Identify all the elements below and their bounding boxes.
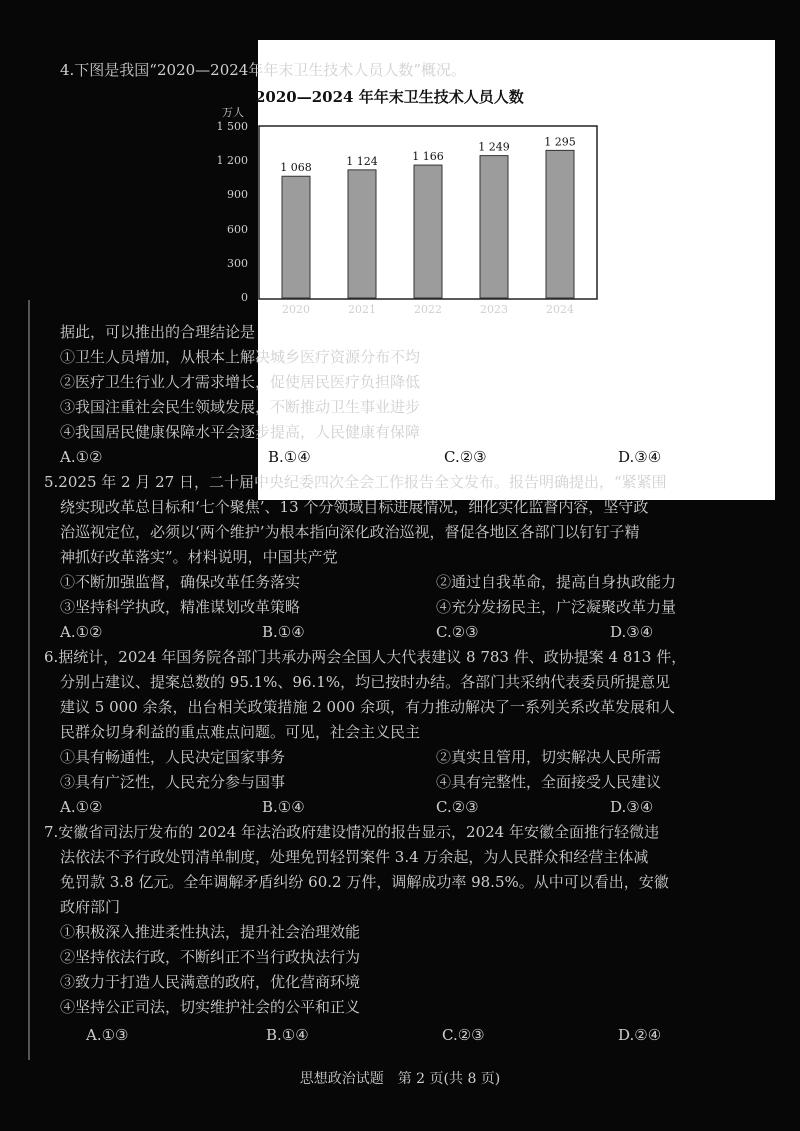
q7-line-4: 政府部门 xyxy=(60,898,121,916)
page-footer: 思想政治试题 第 2 页(共 8 页) xyxy=(299,1071,501,1087)
q6-choice-3: ③具有广泛性，人民充分参与国事 xyxy=(60,773,286,791)
q4-stem: 4.下图是我国“2020—2024年年末卫生技术人员人数”概况。 xyxy=(60,61,466,79)
y-tick-1500: 1 500 xyxy=(216,120,248,133)
y-tick-0: 0 xyxy=(241,291,248,304)
y-tick-900: 900 xyxy=(227,188,248,202)
q5-choice-4: ④充分发扬民主，广泛凝聚改革力量 xyxy=(436,598,677,616)
q4-lead: 据此，可以推出的合理结论是 xyxy=(60,323,256,341)
q6-choice-1: ①具有畅通性，人民决定国家事务 xyxy=(60,748,286,766)
q4-choice-4: ④我国居民健康保障水平会逐步提高，人民健康有保障 xyxy=(60,423,421,441)
q5-option-c: C.②③ xyxy=(436,623,479,641)
q7-choice-4: ④坚持公正司法，切实维护社会的公平和正义 xyxy=(60,998,361,1016)
q5-line-3: 治巡视定位，必须以‘两个维护’为根本指向深化政治巡视，督促各地区各部门以钉钉子精 xyxy=(60,523,640,541)
q7-option-d: D.②④ xyxy=(618,1026,662,1044)
q5-choice-1: ①不断加强监督，确保改革任务落实 xyxy=(60,573,301,591)
q5-option-d: D.③④ xyxy=(610,623,654,641)
q6-choice-2: ②真实且管用，切实解决人民所需 xyxy=(436,748,662,766)
q4-choice-2: ②医疗卫生行业人才需求增长，促使居民医疗负担降低 xyxy=(60,373,421,391)
bar-chart xyxy=(258,125,598,300)
scan-dark-top xyxy=(258,0,800,40)
margin-rule xyxy=(28,300,30,1060)
q7-choice-1: ①积极深入推进柔性执法，提升社会治理效能 xyxy=(60,923,361,941)
y-tick-1200: 1 200 xyxy=(216,154,248,168)
bar-label-2021: 1 124 xyxy=(346,154,378,168)
q6-choice-4: ④具有完整性，全面接受人民建议 xyxy=(436,773,662,791)
q4-option-a: A.①② xyxy=(60,448,103,466)
q7-choice-3: ③致力于打造人民满意的政府，优化营商环境 xyxy=(60,973,361,991)
bar-label-2022: 1 166 xyxy=(412,150,444,164)
q6-line-4: 民群众切身利益的重点难点问题。可见，社会主义民主 xyxy=(60,723,421,741)
bar-2022 xyxy=(414,165,442,298)
x-tick-2020: 2020 xyxy=(282,303,310,316)
q5-option-a: A.①② xyxy=(60,623,103,641)
q6-option-b: B.①④ xyxy=(262,798,305,816)
q7-option-c: C.②③ xyxy=(442,1026,485,1044)
q4-option-c: C.②③ xyxy=(444,448,487,466)
q5-option-b: B.①④ xyxy=(262,623,305,641)
bar-label-2020: 1 068 xyxy=(280,161,312,175)
q5-choice-2: ②通过自我革命，提高自身执政能力 xyxy=(436,573,677,591)
q5-line-1: 5.2025 年 2 月 27 日，二十届中央纪委四次全会工作报告全文发布。报告明确提出，“紧紧围 xyxy=(44,473,667,491)
x-tick-2023: 2023 xyxy=(480,303,508,316)
q4-option-b: B.①④ xyxy=(268,448,311,466)
q6-option-c: C.②③ xyxy=(436,798,479,816)
y-tick-300: 300 xyxy=(227,256,248,270)
q5-choice-3: ③坚持科学执政，精准谋划改革策略 xyxy=(60,598,301,616)
scan-dark-right xyxy=(775,40,800,500)
x-tick-2024: 2024 xyxy=(546,303,574,316)
q6-line-2: 分别占建议、提案总数的 95.1%、96.1%，均已按时办结。各部门共采纳代表委员所提意见 xyxy=(60,673,671,691)
y-tick-600: 600 xyxy=(227,222,248,236)
q7-choice-2: ②坚持依法行政，不断纠正不当行政执法行为 xyxy=(60,948,361,966)
q6-option-a: A.①② xyxy=(60,798,103,816)
bar-2021 xyxy=(348,170,376,298)
q4-choice-1: ①卫生人员增加，从根本上解决城乡医疗资源分布不均 xyxy=(60,348,421,366)
chart-title: 2020—2024 年年末卫生技术人员人数 xyxy=(255,88,524,106)
q6-line-1: 6.据统计，2024 年国务院各部门共承办两会全国人大代表建议 8 783 件、政协提案 4 813 件， xyxy=(44,648,687,666)
bar-2023 xyxy=(480,156,508,298)
bar-2024 xyxy=(546,150,574,298)
y-axis-unit: 万人 xyxy=(222,106,244,119)
q6-option-d: D.③④ xyxy=(610,798,654,816)
q5-line-2: 绕实现改革总目标和‘七个聚焦’、13 个分领域目标进展情况，细化实化监督内容，坚守政 xyxy=(60,498,649,516)
q7-line-2: 法依法不予行政处罚清单制度，处理免罚轻罚案件 3.4 万余起，为人民群众和经营主体减 xyxy=(60,848,649,866)
q4-choice-3: ③我国注重社会民生领域发展，不断推动卫生事业进步 xyxy=(60,398,421,416)
q7-option-b: B.①④ xyxy=(266,1026,309,1044)
q4-option-d: D.③④ xyxy=(618,448,662,466)
x-tick-2021: 2021 xyxy=(348,303,376,316)
x-tick-2022: 2022 xyxy=(414,303,442,316)
bar-label-2023: 1 249 xyxy=(478,140,510,154)
q5-line-4: 神抓好改革落实”。材料说明，中国共产党 xyxy=(60,548,338,566)
q7-line-3: 免罚款 3.8 亿元。全年调解矛盾纠纷 60.2 万件，调解成功率 98.5%。从中可以看出，安徽 xyxy=(60,873,669,891)
q7-line-1: 7.安徽省司法厅发布的 2024 年法治政府建设情况的报告显示，2024 年安徽全面推行轻微违 xyxy=(44,823,659,841)
q7-option-a: A.①③ xyxy=(86,1026,129,1044)
q6-line-3: 建议 5 000 余条，出台相关政策措施 2 000 余项，有力推动解决了一系列关系改革发展和人 xyxy=(60,698,675,716)
bar-label-2024: 1 295 xyxy=(544,135,576,149)
bar-2020 xyxy=(282,176,310,298)
